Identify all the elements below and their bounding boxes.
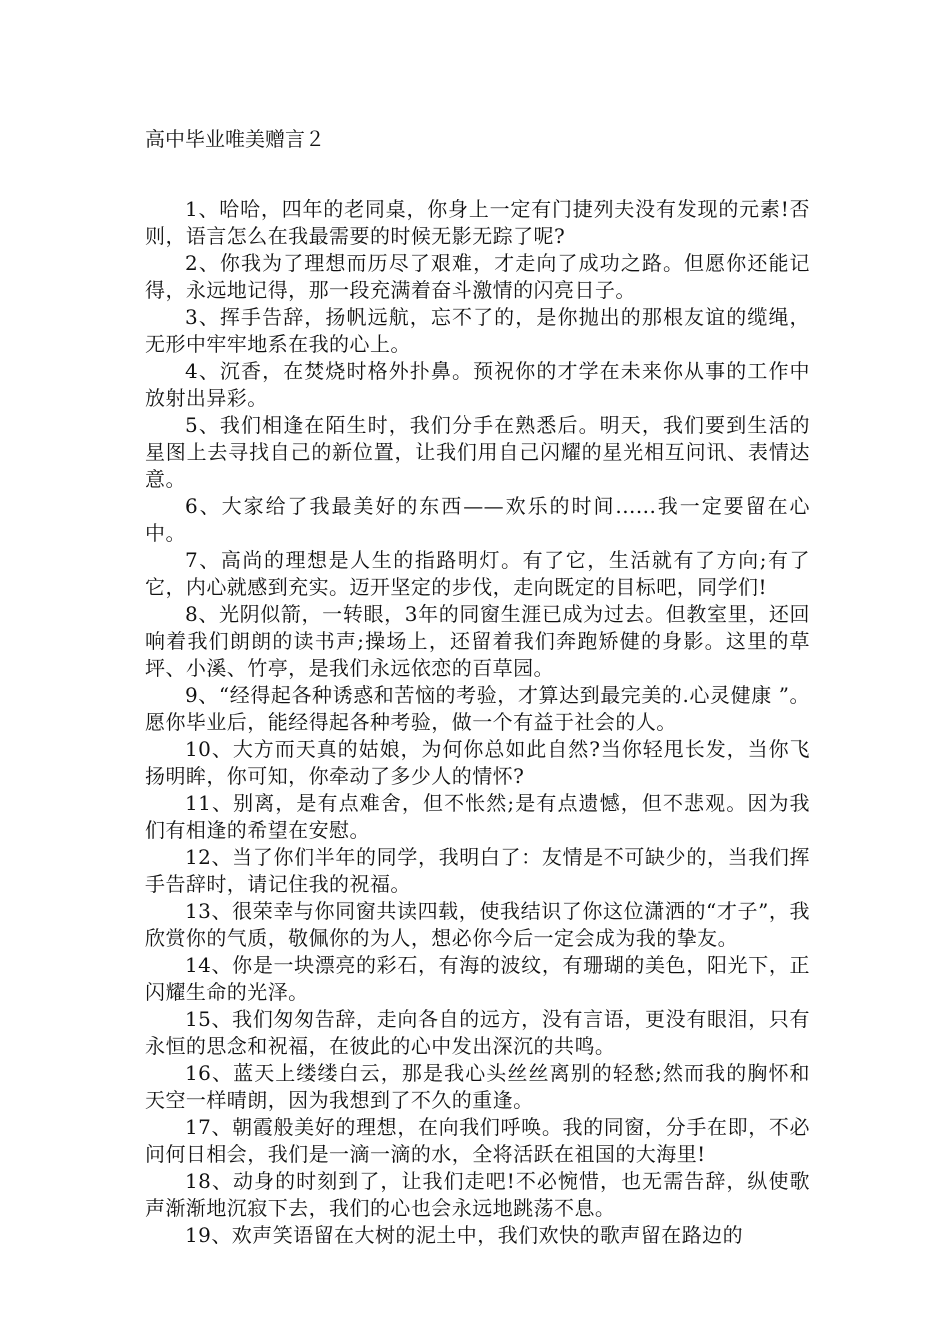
paragraph: 19、欢声笑语留在大树的泥土中，我们欢快的歌声留在路边的 — [185, 1223, 744, 1247]
paragraph: 3、挥手告辞，扬帆远航，忘不了的，是你抛出的那根友谊的缆绳，无形中牢牢地系在我的心上。 — [145, 305, 810, 356]
paragraph: 13、很荣幸与你同窗共读四载，使我结识了你这位潇洒的“才子”，我欣赏你的气质，敬佩你的为人，想必你今后一定会成为我的挚友。 — [145, 899, 810, 950]
paragraph: 4、沉香，在焚烧时格外扑鼻。预祝你的才学在未来你从事的工作中放射出异彩。 — [145, 359, 810, 410]
paragraph: 10、大方而天真的姑娘，为何你总如此自然?当你轻甩长发，当你飞扬明眸，你可知，你牵动了多少人的情怀? — [145, 737, 810, 788]
paragraph: 2、你我为了理想而历尽了艰难，才走向了成功之路。但愿你还能记得，永远地记得，那一段充满着奋斗激情的闪亮日子。 — [145, 251, 810, 302]
paragraph: 11、别离，是有点难舍，但不怅然;是有点遗憾，但不悲观。因为我们有相逢的希望在安慰。 — [145, 791, 810, 842]
document-body — [145, 196, 810, 1249]
paragraph: 14、你是一块漂亮的彩石，有海的波纹，有珊瑚的美色，阳光下，正闪耀生命的光泽。 — [145, 953, 810, 1004]
paragraph: 12、当了你们半年的同学，我明白了：友情是不可缺少的，当我们挥手告辞时，请记住我的祝福。 — [145, 845, 810, 896]
paragraph: 8、光阴似箭，一转眼，3年的同窗生涯已成为过去。但教室里，还回响着我们朗朗的读书声;操场上，还留着我们奔跑矫健的身影。这里的草坪、小溪、竹亭，是我们永远依恋的百草园。 — [145, 602, 810, 680]
paragraph: 5、我们相逢在陌生时，我们分手在熟悉后。明天，我们要到生活的星图上去寻找自己的新位置，让我们用自己闪耀的星光相互问讯、表情达意。 — [145, 413, 810, 491]
paragraph: 7、高尚的理想是人生的指路明灯。有了它，生活就有了方向;有了它，内心就感到充实。迈开坚定的步伐，走向既定的目标吧，同学们! — [145, 548, 810, 599]
document-title: 高中毕业唯美赠言２ — [145, 127, 325, 151]
paragraph: 9、“经得起各种诱惑和苦恼的考验，才算达到最完美的.心灵健康 ”。愿你毕业后，能经得起各种考验，做一个有益于社会的人。 — [145, 683, 810, 734]
paragraph: 6、大家给了我最美好的东西——欢乐的时间......我一定要留在心中。 — [145, 494, 810, 545]
paragraph: 17、朝霞般美好的理想，在向我们呼唤。我的同窗，分手在即，不必问何日相会，我们是一滴一滴的水，全将活跃在祖国的大海里! — [145, 1115, 810, 1166]
paragraph: 16、蓝天上缕缕白云，那是我心头丝丝离别的轻愁;然而我的胸怀和天空一样晴朗，因为我想到了不久的重逢。 — [145, 1061, 810, 1112]
paragraph: 1、哈哈，四年的老同桌，你身上一定有门捷列夫没有发现的元素!否则，语言怎么在我最需要的时候无影无踪了呢? — [145, 197, 810, 248]
paragraph: 15、我们匆匆告辞，走向各自的远方，没有言语，更没有眼泪，只有永恒的思念和祝福，在彼此的心中发出深沉的共鸣。 — [145, 1007, 810, 1058]
paragraph: 18、动身的时刻到了，让我们走吧!不必惋惜，也无需告辞，纵使歌声渐渐地沉寂下去，我们的心也会永远地跳荡不息。 — [145, 1169, 810, 1220]
